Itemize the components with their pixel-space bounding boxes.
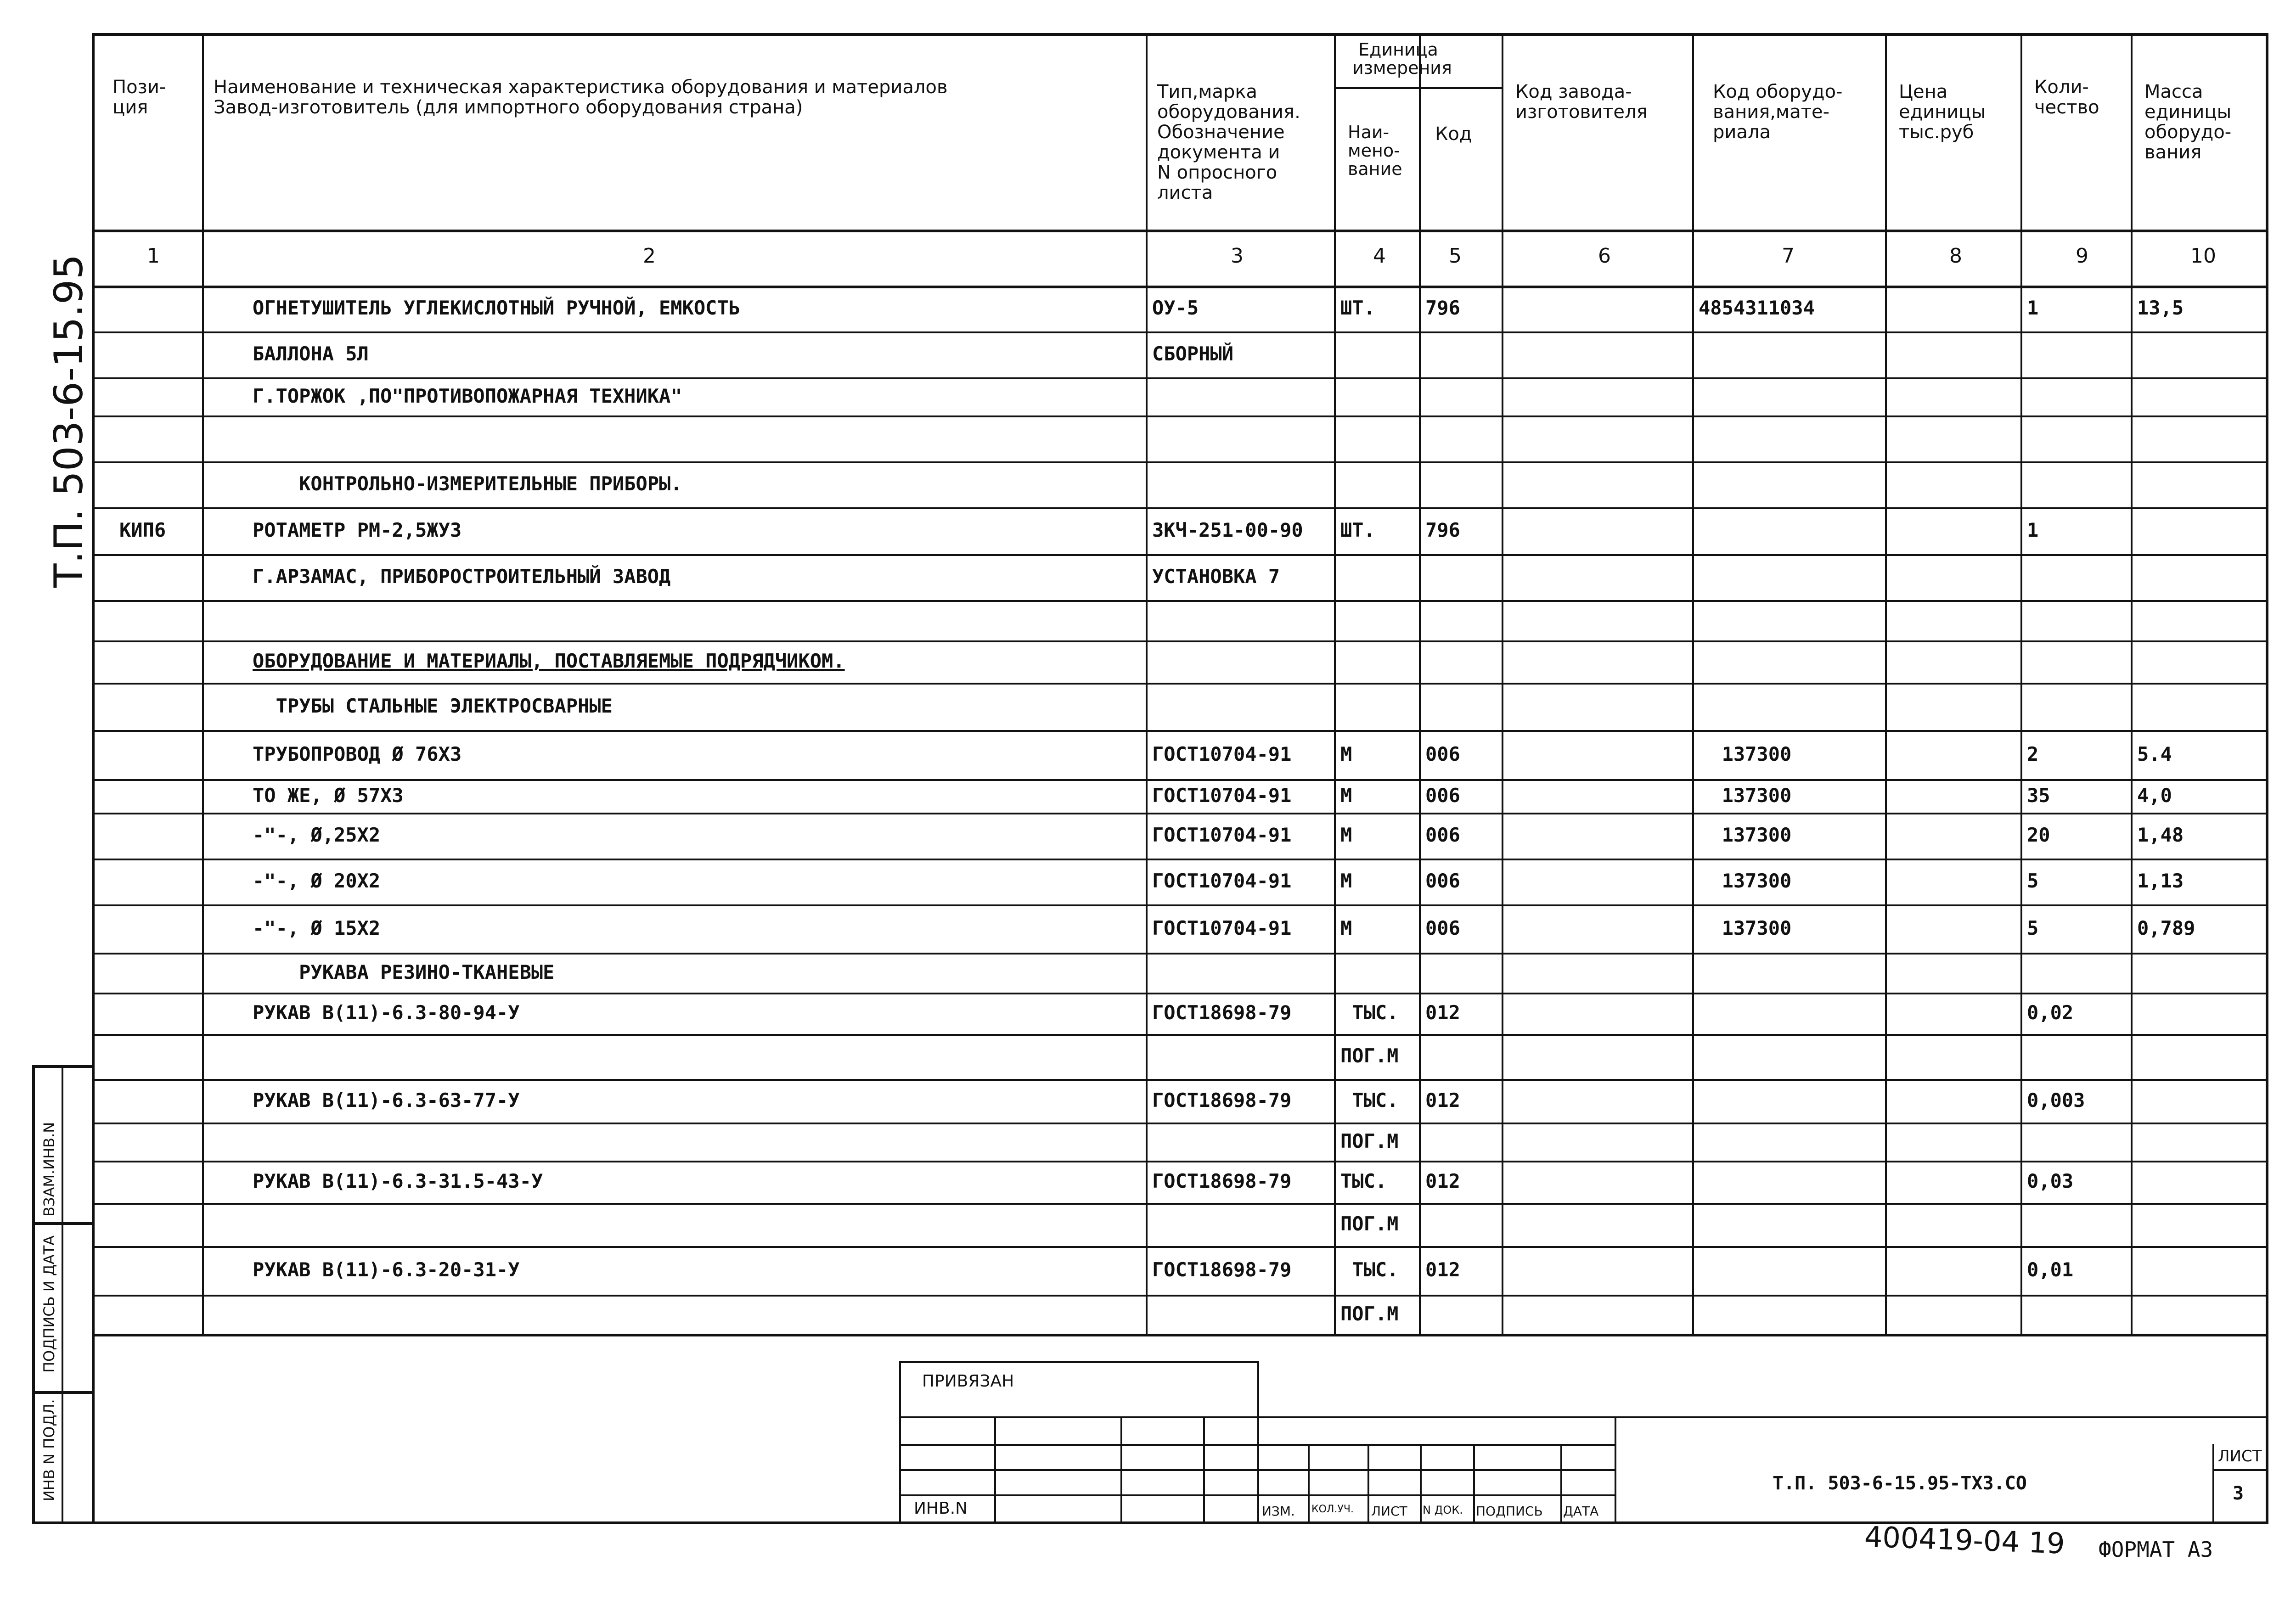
cell-name: РУКАВ В(11)-6.3-80-94-У	[253, 1001, 520, 1024]
cell-name: РУКАВ В(11)-6.3-31.5-43-У	[253, 1170, 543, 1192]
cell-type: ГОСТ10704-91	[1152, 916, 1292, 939]
cell-unit: ПОГ.М	[1340, 1129, 1399, 1152]
cell-name: КОНТРОЛЬНО-ИЗМЕРИТЕЛЬНЫЕ ПРИБОРЫ.	[253, 472, 682, 495]
cell-type: УСТАНОВКА 7	[1152, 565, 1280, 588]
cell-unit: ТЫС.	[1340, 1089, 1399, 1112]
cell-mass: 1,13	[2137, 870, 2184, 892]
grid-line	[92, 730, 2268, 732]
stamp-izm: ИЗМ.	[1262, 1504, 1295, 1519]
cell-code: 006	[1425, 824, 1460, 846]
stamp-line	[899, 1361, 1257, 1363]
cell-unit: ПОГ.М	[1340, 1302, 1399, 1325]
cell-type: ГОСТ18698-79	[1152, 1089, 1292, 1112]
grid-line	[92, 1246, 2268, 1248]
grid-line	[92, 859, 2268, 860]
cell-unit: М	[1340, 870, 1352, 892]
stamp-koluch: КОЛ.УЧ.	[1311, 1504, 1354, 1515]
cell-name: РУКАВ В(11)-6.3-63-77-У	[253, 1089, 520, 1112]
cell-code: 006	[1425, 916, 1460, 939]
cell-qty: 35	[2027, 784, 2050, 807]
cell-unit: М	[1340, 742, 1352, 765]
cell-name: -"-, Ø 15Х2	[253, 916, 381, 939]
stamp-line	[1615, 1416, 1616, 1524]
grid-line	[92, 1079, 2268, 1081]
cell-name: -"-, Ø 20Х2	[253, 870, 381, 892]
stamp-list: ЛИСТ	[1371, 1504, 1407, 1519]
side-divider	[62, 1065, 63, 1524]
stamp-line	[1203, 1416, 1205, 1524]
cell-mat: 137300	[1699, 784, 1792, 807]
grid-line	[92, 461, 2268, 463]
cell-mass: 13,5	[2137, 297, 2184, 319]
grid-line	[92, 993, 2268, 994]
cell-type: ГОСТ10704-91	[1152, 742, 1292, 765]
cell-qty: 1	[2027, 297, 2039, 319]
stamp-line	[994, 1416, 996, 1524]
stamp-line	[1367, 1444, 1369, 1524]
grid-line	[92, 600, 2268, 602]
header-unit: Единица измерения	[1352, 39, 1452, 78]
cell-mass: 0,789	[2137, 916, 2195, 939]
cell-type: СБОРНЫЙ	[1152, 342, 1234, 365]
stamp-podpis: ПОДПИСЬ	[1476, 1504, 1543, 1519]
col-number: 6	[1598, 244, 1611, 268]
archive-number: 400419-04 19	[1863, 1520, 2065, 1561]
col-number: 8	[1949, 244, 1962, 268]
col-number: 5	[1449, 244, 1462, 268]
cell-name: БАЛЛОНА 5Л	[253, 342, 369, 365]
grid-line	[92, 813, 2268, 814]
cell-mat: 4854311034	[1699, 297, 1815, 319]
cell-name: ТО ЖЕ, Ø 57Х3	[253, 784, 404, 807]
side-divider	[32, 1391, 95, 1394]
stamp-line	[1257, 1361, 1259, 1524]
cell-unit: ТЫС.	[1340, 1001, 1399, 1024]
grid-line	[92, 286, 2268, 288]
cell-qty: 0,003	[2027, 1089, 2085, 1112]
stamp-line	[899, 1444, 1615, 1446]
cell-unit: ПОГ.М	[1340, 1044, 1399, 1067]
cell-code: 012	[1425, 1258, 1460, 1281]
stamp-line	[899, 1494, 1615, 1496]
stamp-line	[1120, 1416, 1122, 1524]
cell-name: ОБОРУДОВАНИЕ И МАТЕРИАЛЫ, ПОСТАВЛЯЕМЫЕ ПОДРЯДЧИКОМ.	[253, 650, 845, 672]
cell-name: ТРУБОПРОВОД Ø 76Х3	[253, 742, 462, 765]
grid-line	[92, 683, 2268, 685]
col-number: 3	[1231, 244, 1244, 268]
stamp-sheet-label: ЛИСТ	[2218, 1447, 2262, 1465]
cell-type: ГОСТ10704-91	[1152, 824, 1292, 846]
header-plant-code: Код завода- изготовителя	[1515, 81, 1648, 123]
cell-unit: М	[1340, 824, 1352, 846]
grid-line	[92, 1034, 2268, 1036]
header-material-code: Код оборудо- вания,мате- риала	[1713, 81, 1843, 143]
cell-type: ГОСТ18698-79	[1152, 1170, 1292, 1192]
grid-line	[92, 377, 2268, 379]
header-quantity: Коли- чество	[2034, 77, 2099, 118]
cell-code: 012	[1425, 1170, 1460, 1192]
header-mass: Масса единицы оборудо- вания	[2144, 81, 2232, 163]
cell-qty: 20	[2027, 824, 2050, 846]
header-position: Пози- ция	[113, 77, 166, 118]
cell-name: ТРУБЫ СТАЛЬНЫЕ ЭЛЕКТРОСВАРНЫЕ	[253, 694, 613, 717]
stamp-line	[899, 1469, 1615, 1471]
format-label: ФОРМАТ А3	[2099, 1537, 2213, 1562]
stamp-line	[1308, 1444, 1310, 1524]
cell-qty: 0,01	[2027, 1258, 2074, 1281]
stamp-line	[1560, 1444, 1562, 1524]
stamp-inv-n: ИНВ.N	[914, 1499, 968, 1518]
side-doc-code: Т.П. 503-6-15.95	[46, 254, 92, 588]
cell-mass: 1,48	[2137, 824, 2184, 846]
cell-type: ЗКЧ-251-00-90	[1152, 519, 1303, 541]
cell-qty: 1	[2027, 519, 2039, 541]
cell-type: ГОСТ18698-79	[1152, 1001, 1292, 1024]
stamp-data: ДАТА	[1563, 1504, 1599, 1519]
cell-code: 012	[1425, 1001, 1460, 1024]
col-number: 10	[2190, 244, 2216, 268]
cell-type: ОУ-5	[1152, 297, 1199, 319]
col-number: 7	[1782, 244, 1795, 268]
grid-line	[1334, 87, 1502, 89]
col-number: 4	[1373, 244, 1386, 268]
cell-code: 006	[1425, 742, 1460, 765]
cell-qty: 5	[2027, 916, 2039, 939]
stamp-line	[92, 1334, 2268, 1336]
cell-unit: ПОГ.М	[1340, 1213, 1399, 1235]
col-number: 1	[147, 244, 160, 268]
cell-name: Г.ТОРЖОК ,ПО"ПРОТИВОПОЖАРНАЯ ТЕХНИКА"	[253, 384, 682, 407]
stamp-privyazan: ПРИВЯЗАН	[922, 1372, 1014, 1391]
cell-unit: ТЫС.	[1340, 1258, 1399, 1281]
cell-code: 006	[1425, 870, 1460, 892]
cell-qty: 0,03	[2027, 1170, 2074, 1192]
cell-unit: М	[1340, 916, 1352, 939]
cell-code: 006	[1425, 784, 1460, 807]
cell-unit: ШТ.	[1340, 519, 1375, 541]
grid-line	[92, 1295, 2268, 1297]
cell-mat: 137300	[1699, 824, 1792, 846]
cell-mat: 137300	[1699, 870, 1792, 892]
header-price: Цена единицы тыс.руб	[1899, 81, 1986, 143]
stamp-doc-code: Т.П. 503-6-15.95-ТХ3.СО	[1773, 1473, 2027, 1494]
side-inv-zam: ВЗАМ.ИНВ.N	[40, 1122, 58, 1217]
cell-unit: ШТ.	[1340, 297, 1375, 319]
cell-type: ГОСТ10704-91	[1152, 870, 1292, 892]
grid-line	[92, 904, 2268, 906]
stamp-sheet-number: 3	[2233, 1483, 2244, 1504]
col-number: 2	[643, 244, 656, 268]
grid-line	[92, 415, 2268, 417]
cell-code: 796	[1425, 519, 1460, 541]
side-inv-podl: ИНВ N ПОДЛ.	[40, 1399, 58, 1501]
stamp-line	[2212, 1444, 2214, 1524]
side-divider	[32, 1222, 95, 1225]
cell-mass: 5.4	[2137, 742, 2172, 765]
cell-unit: М	[1340, 784, 1352, 807]
grid-line	[92, 331, 2268, 333]
grid-line	[92, 640, 2268, 642]
cell-name: РУКАВА РЕЗИНО-ТКАНЕВЫЕ	[253, 960, 555, 983]
header-name: Наименование и техническая характеристика оборудования и материалов Завод-изготовитель (для импортного оборудования страна)	[214, 77, 948, 118]
cell-type: ГОСТ18698-79	[1152, 1258, 1292, 1281]
grid-line	[92, 554, 2268, 556]
col-number: 9	[2076, 244, 2088, 268]
cell-code: 012	[1425, 1089, 1460, 1112]
grid-line	[92, 230, 2268, 232]
stamp-line	[899, 1361, 901, 1524]
grid-line	[92, 779, 2268, 781]
header-type: Тип,марка оборудования. Обозначение документа и N опросного листа	[1157, 81, 1300, 203]
cell-pos: КИП6	[119, 519, 166, 541]
cell-unit: ТЫС.	[1340, 1170, 1387, 1192]
cell-mat: 137300	[1699, 742, 1792, 765]
cell-mat: 137300	[1699, 916, 1792, 939]
grid-line	[92, 1161, 2268, 1162]
cell-name: Г.АРЗАМАС, ПРИБОРОСТРОИТЕЛЬНЫЙ ЗАВОД	[253, 565, 671, 588]
main-frame	[92, 33, 2268, 1524]
cell-mass: 4,0	[2137, 784, 2172, 807]
header-unit-code: Код	[1435, 124, 1472, 145]
side-podpis: ПОДПИСЬ И ДАТА	[40, 1235, 58, 1373]
grid-line	[92, 1203, 2268, 1205]
grid-line	[92, 507, 2268, 509]
stamp-line	[2212, 1469, 2268, 1471]
grid-line	[92, 953, 2268, 954]
cell-qty: 2	[2027, 742, 2039, 765]
stamp-ndok: N ДОК.	[1423, 1504, 1463, 1516]
cell-code: 796	[1425, 297, 1460, 319]
stamp-line	[899, 1416, 2268, 1418]
cell-qty: 5	[2027, 870, 2039, 892]
stamp-line	[1473, 1444, 1475, 1524]
stamp-line	[1420, 1444, 1422, 1524]
cell-name: РУКАВ В(11)-6.3-20-31-У	[253, 1258, 520, 1281]
header-unit-name: Наи- мено- вание	[1348, 122, 1402, 179]
cell-name: ОГНЕТУШИТЕЛЬ УГЛЕКИСЛОТНЫЙ РУЧНОЙ, ЕМКОСТЬ	[253, 297, 741, 319]
cell-type: ГОСТ10704-91	[1152, 784, 1292, 807]
cell-name: РОТАМЕТР РМ-2,5ЖУЗ	[253, 519, 462, 541]
cell-name: -"-, Ø,25Х2	[253, 824, 381, 846]
grid-line	[92, 1123, 2268, 1124]
cell-qty: 0,02	[2027, 1001, 2074, 1024]
